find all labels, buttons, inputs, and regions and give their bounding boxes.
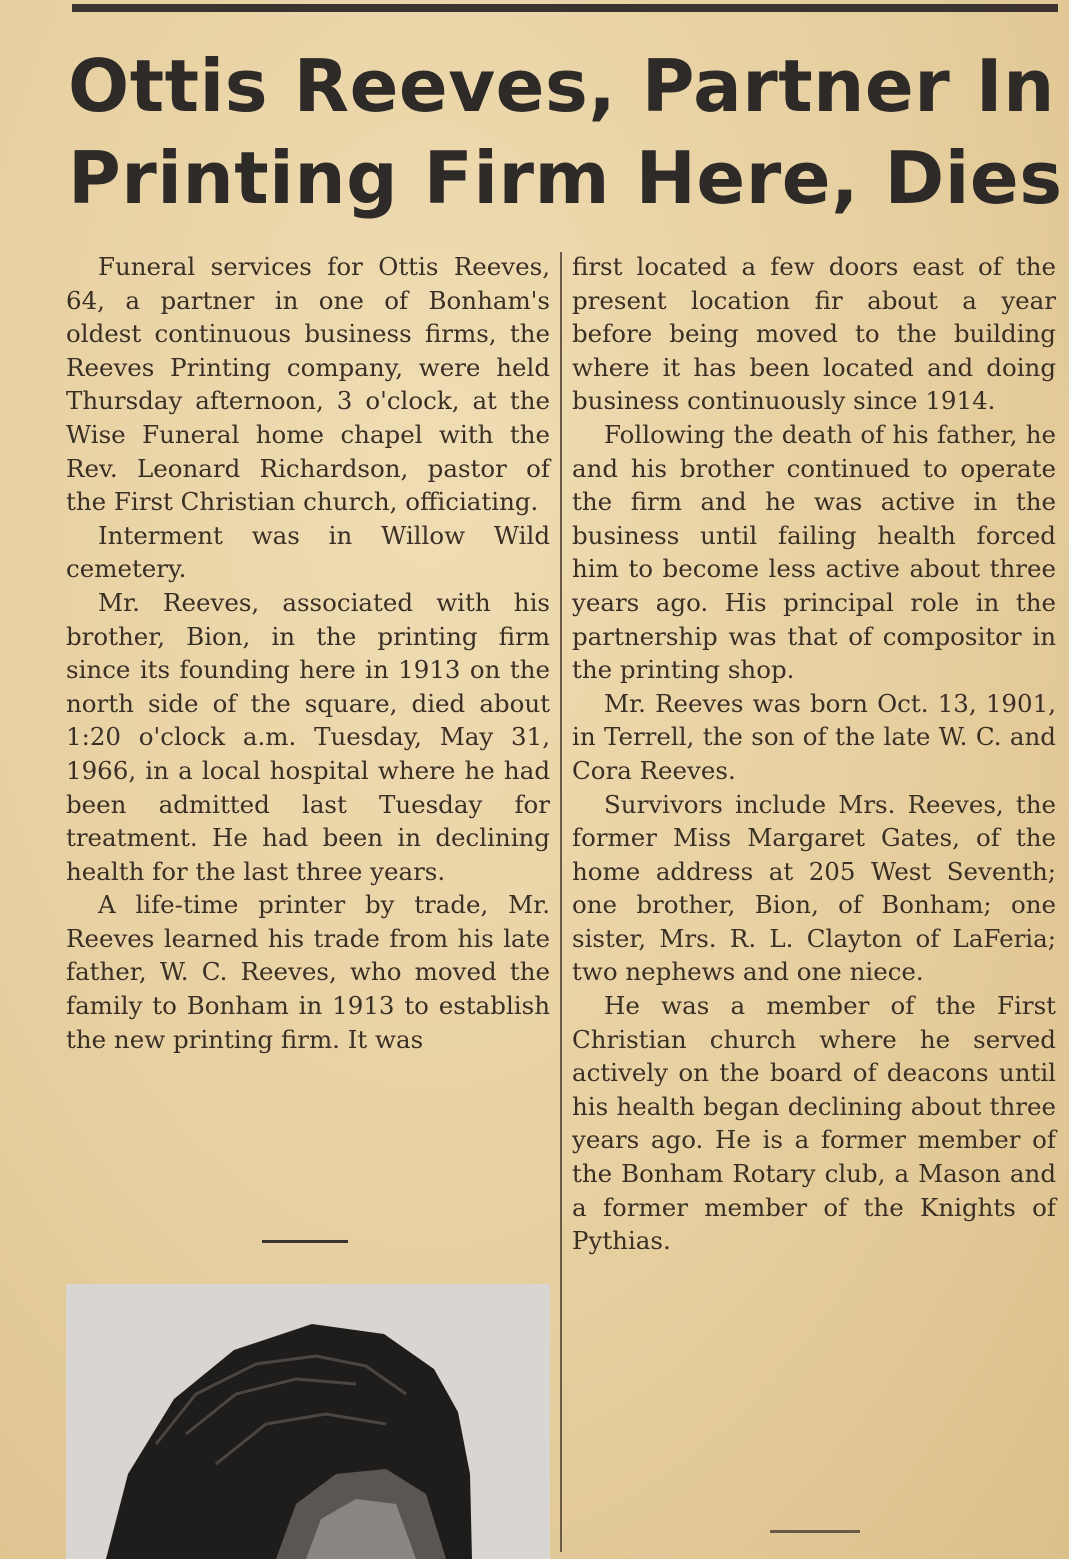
paragraph-interment: Interment was in Willow Wild cemetery.	[66, 520, 550, 584]
portrait-photo	[66, 1284, 550, 1559]
end-rule	[770, 1530, 860, 1533]
paragraph-memberships: He was a member of the First Christian church where he served actively on the board of deacons until his health began declining about three years ago. He is a former member of the Bonham Rotary club, a Mason and a former member of the Knights of Pythias.	[572, 991, 1056, 1256]
paragraph-funeral: Funeral services for Ottis Reeves, 64, a partner in one of Bonham's oldest continuous business firms, the Reeves Printing company, were held Thursday afternoon, 3 o'clock, at the Wise Funeral home chapel with the Rev. Leonard Richardson, pastor of the First Christian church, officiating.	[66, 252, 550, 517]
right-column	[572, 250, 1056, 1258]
section-rule	[262, 1240, 348, 1243]
paragraph-location: first located a few doors east of the present location fir about a year before being moved to the building where it has been located and doing business continuously since 1914.	[572, 252, 1056, 416]
top-rule	[72, 4, 1058, 12]
portrait-photo-image	[66, 1284, 550, 1559]
headline-line-2: Printing Firm Here, Dies	[68, 136, 1063, 220]
paragraph-survivors: Survivors include Mrs. Reeves, the former Miss Margaret Gates, of the home address at 205 West Seventh; one brother, Bion, of Bonham; one sister, Mrs. R. L. Clayton of LaFeria; two nephews and one niece.	[572, 789, 1056, 987]
headline	[68, 40, 1063, 224]
paragraph-trade: A life-time printer by trade, Mr. Reeves learned his trade from his late father, W. C. Reeves, who moved the family to Bonham in 1913 to establish the new printing firm. It was	[66, 890, 550, 1054]
left-column	[66, 250, 550, 1056]
paragraph-birth: Mr. Reeves was born Oct. 13, 1901, in Terrell, the son of the late W. C. and Cora Reeves.	[572, 688, 1056, 785]
paragraph-partnership: Following the death of his father, he and his brother continued to operate the firm and he was active in the business until failing health forced him to become less active about three years ago. His principal role in the partnership was that of compositor in the printing shop.	[572, 419, 1056, 685]
paragraph-death: Mr. Reeves, associated with his brother, Bion, in the printing firm since its founding here in 1913 on the north side of the square, died about 1:20 o'clock a.m. Tuesday, May 31, 1966, in a local hospital where he had been admitted last Tuesday for treatment. He had been in declining health for the last three years.	[66, 587, 550, 886]
column-divider	[560, 252, 562, 1552]
headline-line-1: Ottis Reeves, Partner In	[68, 44, 1055, 128]
